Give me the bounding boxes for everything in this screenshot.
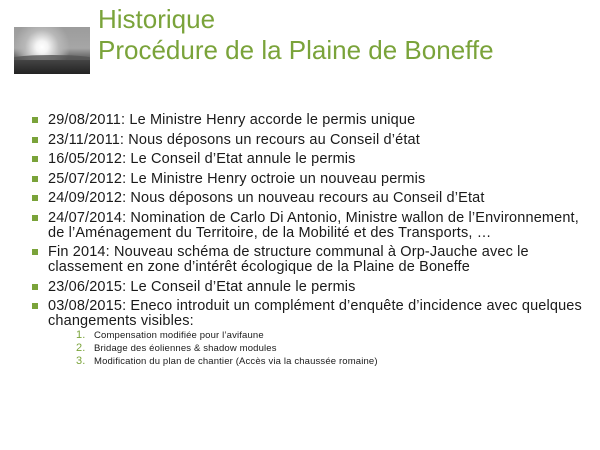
timeline-list xyxy=(32,113,598,373)
changes-sublist xyxy=(76,329,598,368)
list-item-text: Fin 2014: Nouveau schéma de structure communal à Orp-Jauche avec le classement en zone d’intérêt écologique de la Plaine de Boneffe xyxy=(48,244,529,275)
list-item-text: 03/08/2015: Eneco introduit un complément d’enquête d’incidence avec quelques changements visibles: xyxy=(48,298,582,329)
bullet-square-icon xyxy=(32,195,38,201)
misty-sun-photo xyxy=(14,27,90,74)
sublist-number: 2. xyxy=(76,342,86,354)
list-item xyxy=(32,280,598,295)
bullet-square-icon xyxy=(32,215,38,221)
list-item-text: 23/06/2015: Le Conseil d’Etat annule le permis xyxy=(48,278,356,295)
sublist-item xyxy=(76,355,598,368)
title-line-1: Historique xyxy=(98,4,216,34)
sublist-number: 3. xyxy=(76,355,86,367)
sublist-text: Bridage des éoliennes & shadow modules xyxy=(94,343,277,354)
list-item xyxy=(32,133,598,148)
list-item xyxy=(32,152,598,167)
bullet-square-icon xyxy=(32,117,38,123)
slide-title xyxy=(98,4,494,66)
list-item-text: 24/07/2014: Nomination de Carlo Di Antonio, Ministre wallon de l’Environnement, de l’Aménagement du Territoire, de la Mobilité et des Transports, … xyxy=(48,209,579,241)
list-item-text: 23/11/2011: Nous déposons un recours au Conseil d’état xyxy=(48,131,420,148)
bullet-square-icon xyxy=(32,249,38,255)
list-item xyxy=(32,113,598,128)
list-item xyxy=(32,299,598,368)
list-item-text: 24/09/2012: Nous déposons un nouveau recours au Conseil d’Etat xyxy=(48,190,485,206)
bullet-square-icon xyxy=(32,176,38,182)
bullet-square-icon xyxy=(32,156,38,162)
list-item xyxy=(32,211,598,241)
list-item-text: 25/07/2012: Le Ministre Henry octroie un nouveau permis xyxy=(48,170,426,187)
sublist-text: Modification du plan de chantier (Accès via la chaussée romaine) xyxy=(94,356,378,367)
list-item xyxy=(32,191,598,206)
sublist-item xyxy=(76,342,598,355)
list-item xyxy=(32,245,598,275)
photo-ground xyxy=(14,60,90,74)
bullet-square-icon xyxy=(32,137,38,143)
bullet-square-icon xyxy=(32,303,38,309)
sublist-text: Compensation modifiée pour l’avifaune xyxy=(94,330,264,341)
list-item xyxy=(32,172,598,187)
list-item-text: 29/08/2011: Le Ministre Henry accorde le permis unique xyxy=(48,112,416,128)
sublist-number: 1. xyxy=(76,329,86,341)
list-item-text: 16/05/2012: Le Conseil d’Etat annule le permis xyxy=(48,151,356,167)
title-line-2: Procédure de la Plaine de Boneffe xyxy=(98,35,494,65)
sublist-item xyxy=(76,329,598,342)
bullet-square-icon xyxy=(32,284,38,290)
